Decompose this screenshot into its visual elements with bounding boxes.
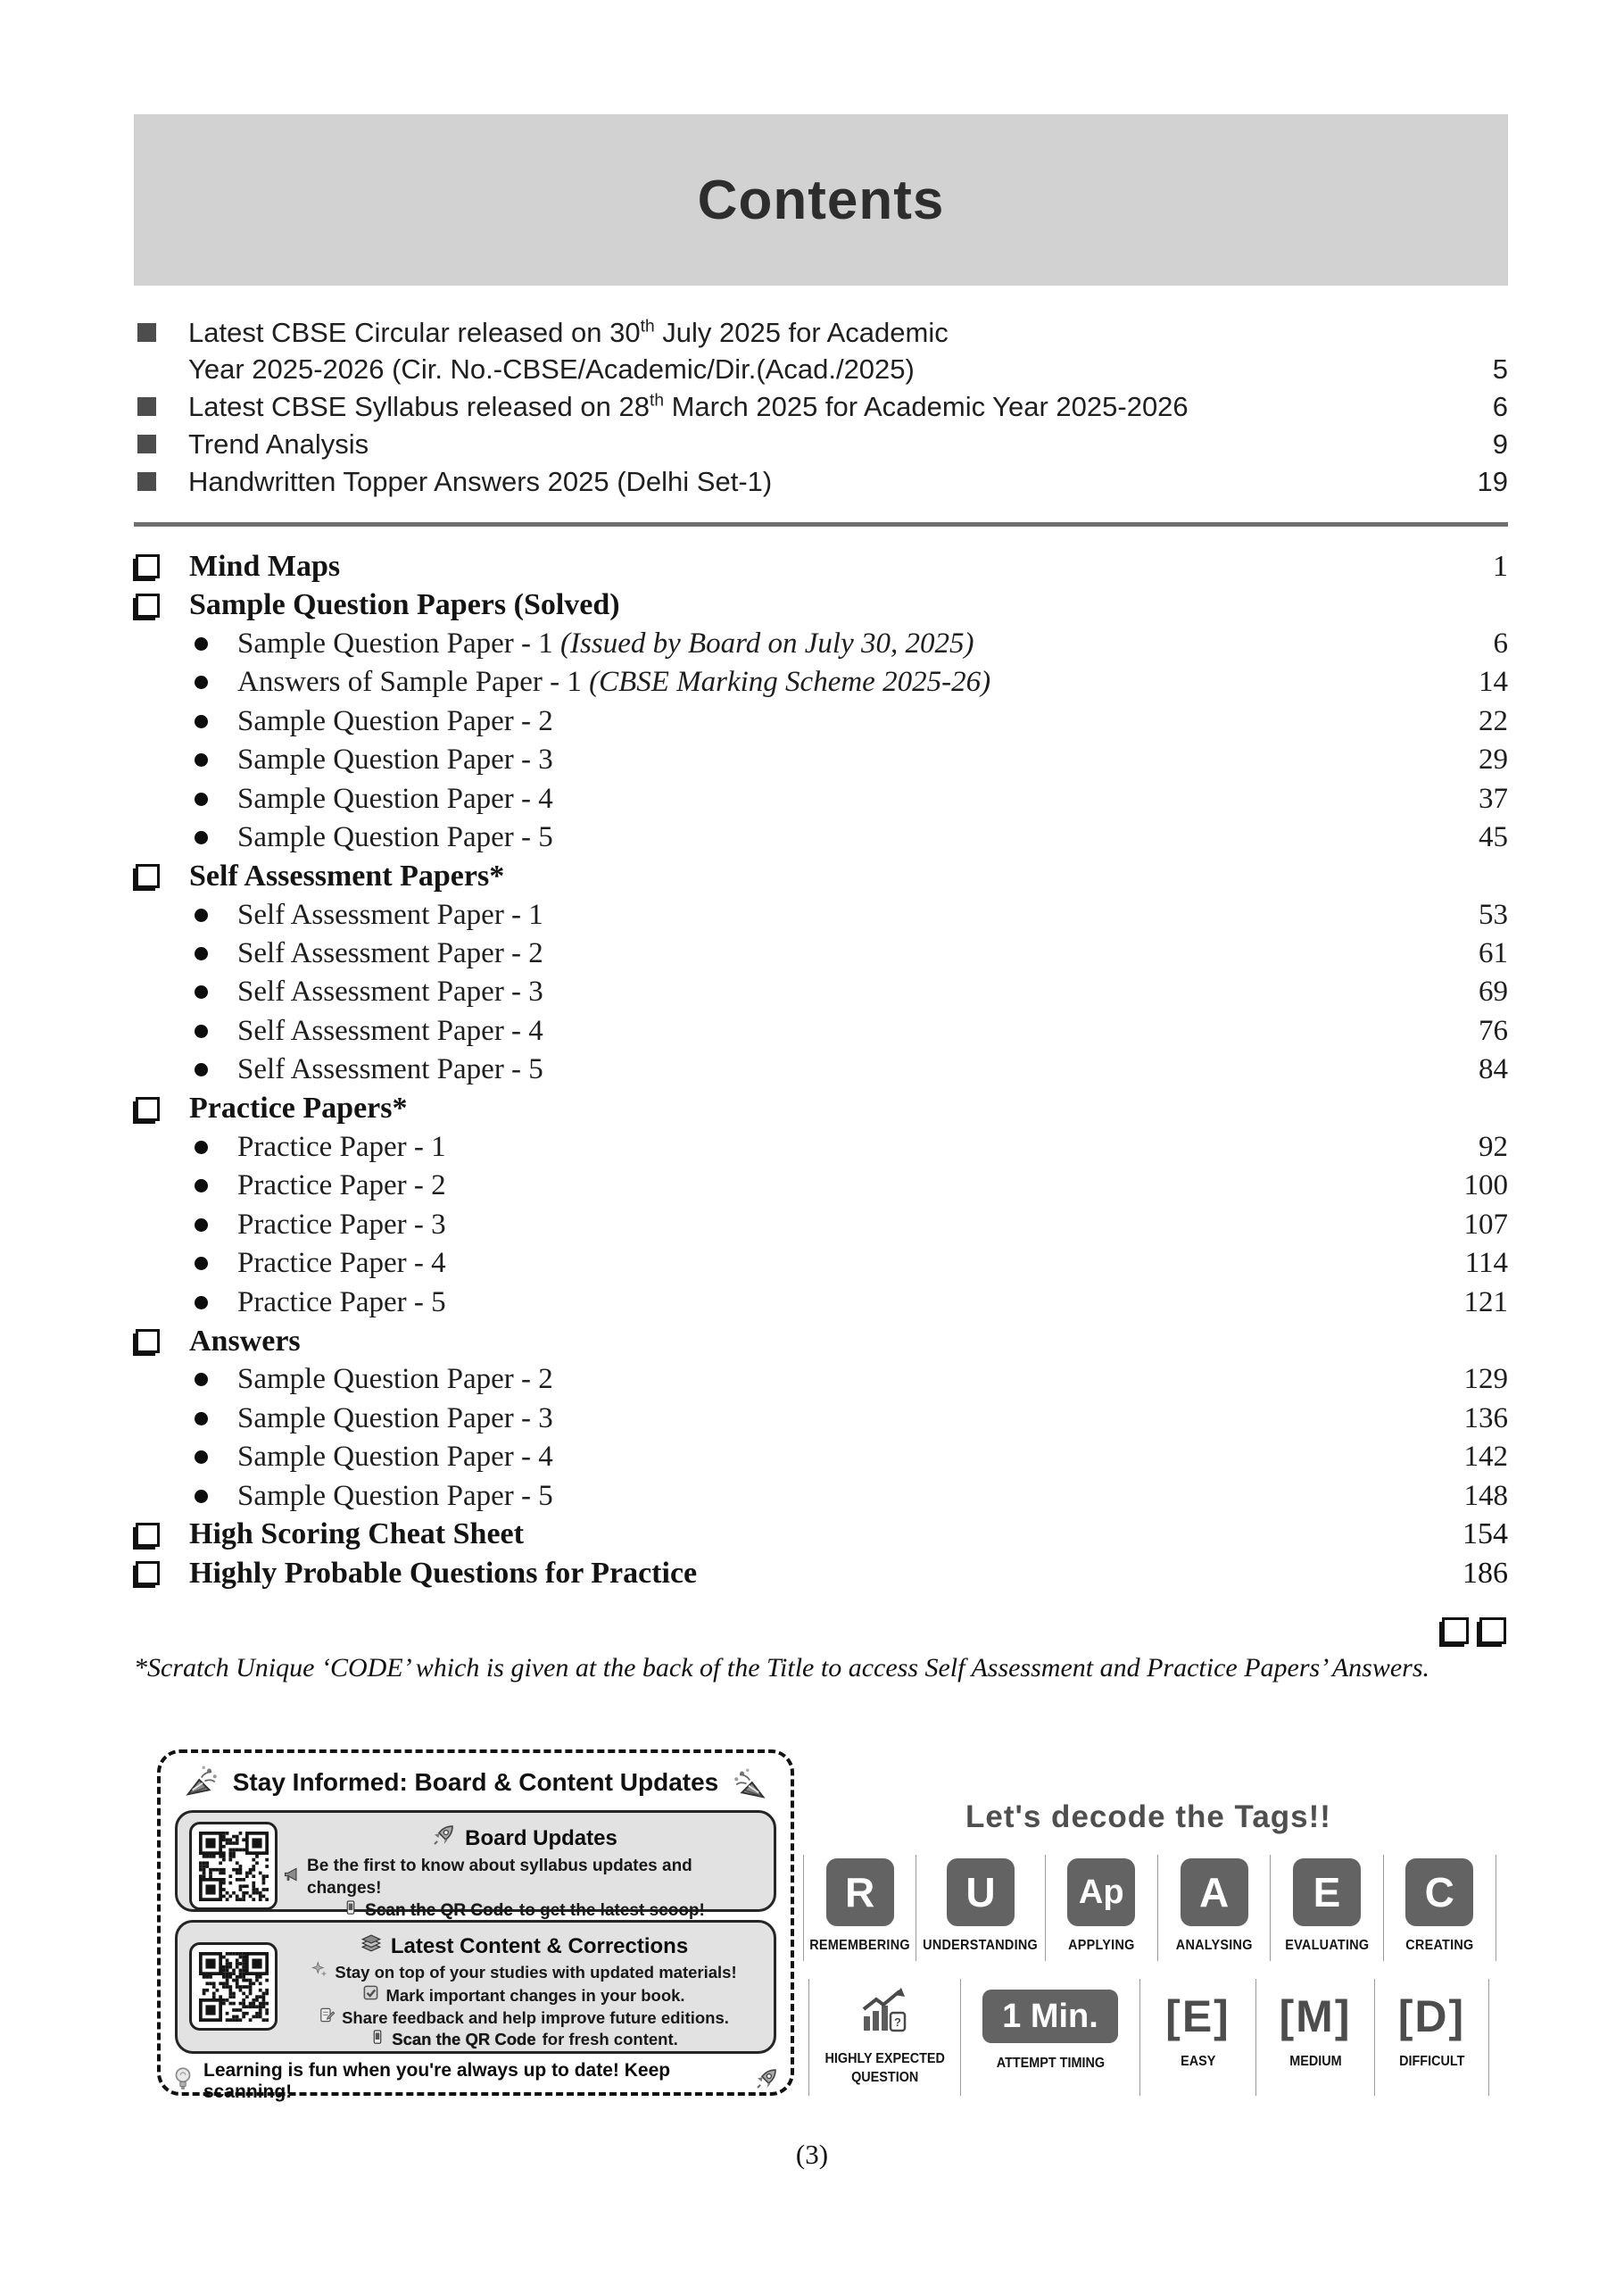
toc-entry-page: 92 (1479, 1131, 1508, 1164)
tag-letter-badge: E (1293, 1858, 1361, 1926)
toc-entry-page: 100 (1463, 1169, 1508, 1202)
toc-entry-label: Self Assessment Paper - 4 (237, 1014, 543, 1047)
toc-entry (134, 1167, 1508, 1205)
toc-entry-label: Self Assessment Paper - 5 (237, 1053, 543, 1086)
check-square-icon (362, 1984, 379, 2007)
toc-entry (134, 1206, 1508, 1244)
board-updates-line: Scan the QR Code to get the latest scoop! (283, 1899, 765, 1922)
tag-cell-attempt-timing (960, 1979, 1139, 2096)
toc-entry (134, 702, 1508, 741)
toc-entry-page: 61 (1479, 937, 1508, 970)
difficulty-tag: [E] (1165, 1991, 1230, 2041)
toc-entry-page: 76 (1479, 1014, 1508, 1047)
front-matter-list (134, 314, 1508, 501)
tag-cell-understanding (916, 1855, 1044, 1961)
checkbox-square-icon (1442, 1617, 1469, 1644)
toc-entry-label: Self Assessment Paper - 3 (237, 976, 543, 1009)
svg-text:?: ? (893, 2015, 901, 2029)
toc-entry-label: Sample Question Paper - 2 (237, 704, 553, 737)
toc-entry-page: 136 (1463, 1401, 1508, 1434)
toc-end-marks (1442, 1617, 1506, 1644)
checkbox-square-icon (136, 1523, 160, 1547)
toc-entry (134, 1089, 1508, 1127)
toc-entry-page: 114 (1464, 1247, 1508, 1280)
toc-entry (134, 857, 1508, 895)
party-popper-icon (185, 1762, 220, 1802)
list-item-label: Handwritten Topper Answers 2025 (Delhi Set-1) (188, 466, 773, 497)
checkbox-square-icon (136, 554, 160, 578)
tag-label: EASY (1180, 2054, 1216, 2069)
table-of-contents (134, 547, 1508, 1593)
dot-bullet-icon (195, 637, 208, 651)
toc-entry-label: Sample Question Paper - 2 (237, 1363, 553, 1396)
toc-entry-page: 22 (1479, 704, 1508, 737)
footnote: *Scratch Unique ‘CODE’ which is given at the back of the Title to access Self Assessment and Practice Papers’ Answers. (134, 1653, 1429, 1683)
toc-entry-label: Sample Question Paper - 3 (237, 744, 553, 777)
toc-entry-page: 53 (1479, 898, 1508, 931)
toc-entry-page: 45 (1479, 820, 1508, 853)
toc-entry-page: 1 (1493, 549, 1508, 583)
tag-label: REMEMBERING (809, 1938, 910, 1953)
toc-entry (134, 896, 1508, 935)
toc-entry-label: Sample Question Paper - 5 (237, 820, 553, 853)
dot-bullet-icon (195, 831, 208, 844)
toc-entry-page: 6 (1493, 627, 1508, 660)
tag-label: UNDERSTANDING (923, 1938, 1039, 1953)
megaphone-icon (283, 1865, 301, 1890)
list-item (134, 314, 1508, 387)
toc-entry (134, 935, 1508, 973)
toc-entry (134, 818, 1508, 857)
toc-entry (134, 1438, 1508, 1476)
stay-informed-header (171, 1762, 780, 1802)
toc-entry-label: Answers of Sample Paper - 1 (CBSE Marking Scheme 2025-26) (237, 666, 991, 699)
bloom-tags-row (803, 1855, 1496, 1961)
toc-entry-label: Self Assessment Papers* (189, 859, 505, 893)
toc-entry-page: 14 (1479, 666, 1508, 699)
toc-entry (134, 1128, 1508, 1167)
contents-header-bar (134, 114, 1508, 286)
toc-entry-page: 107 (1463, 1208, 1508, 1241)
toc-entry-page: 148 (1463, 1479, 1508, 1512)
sparkles-icon (311, 1961, 328, 1984)
meta-tags-row (808, 1979, 1501, 2096)
toc-entry (134, 1400, 1508, 1438)
dot-bullet-icon (195, 1412, 208, 1425)
lightbulb-icon (171, 2065, 195, 2098)
content-corrections-line: Scan the QR Code for fresh content. (283, 2029, 765, 2050)
tag-letter-badge: U (947, 1858, 1015, 1926)
toc-entry (134, 973, 1508, 1011)
content-corrections-line: Stay on top of your studies with updated materials! (283, 1961, 765, 1984)
books-icon (360, 1932, 383, 1961)
tag-label: MEDIUM (1288, 2054, 1342, 2069)
board-updates-line: Be the first to know about syllabus updates and changes! (283, 1855, 765, 1899)
list-item-label: Latest CBSE Syllabus released on 28th March 2025 for Academic Year 2025-2026 (188, 391, 1189, 422)
square-bullet-icon (137, 472, 156, 491)
toc-entry-label: Self Assessment Paper - 1 (237, 898, 543, 931)
tag-letter-badge: A (1181, 1858, 1248, 1926)
toc-entry-label: Sample Question Paper - 4 (237, 1441, 553, 1474)
toc-entry (134, 625, 1508, 663)
toc-entry-label: Practice Paper - 4 (237, 1247, 446, 1280)
tag-letter-badge: R (826, 1858, 894, 1926)
tag-cell-difficult (1374, 1979, 1489, 2096)
toc-entry-page: 69 (1479, 976, 1508, 1009)
list-item (134, 463, 1508, 500)
square-bullet-icon (137, 397, 156, 416)
toc-entry-label: Practice Papers* (189, 1092, 408, 1126)
toc-entry (134, 1360, 1508, 1399)
tag-cell-evaluating (1270, 1855, 1382, 1961)
dot-bullet-icon (195, 1218, 208, 1232)
toc-entry (134, 1244, 1508, 1283)
rocket-icon (753, 2065, 780, 2098)
toc-entry-label: Sample Question Papers (Solved) (189, 588, 620, 622)
board-updates-card (175, 1810, 776, 1920)
toc-entry (134, 1012, 1508, 1051)
toc-entry (134, 547, 1508, 586)
content-corrections-card (175, 1920, 776, 2054)
tag-cell-applying (1045, 1855, 1157, 1961)
dot-bullet-icon (195, 1490, 208, 1503)
page-ref: 6 (1492, 391, 1508, 422)
square-bullet-icon (137, 435, 156, 453)
toc-entry (134, 1554, 1508, 1592)
toc-entry-label: Mind Maps (189, 549, 341, 583)
tags-legend-panel (796, 1799, 1501, 2096)
difficulty-tag: [D] (1397, 1991, 1466, 2041)
board-updates-title-row: Board Updates (283, 1822, 765, 1855)
tag-cell-highly-expected (808, 1979, 960, 2096)
square-bullet-icon (137, 323, 156, 342)
dot-bullet-icon (195, 793, 208, 806)
toc-entry (134, 1051, 1508, 1089)
party-popper-icon (731, 1765, 766, 1800)
page-ref: 9 (1492, 428, 1508, 460)
toc-entry (134, 1322, 1508, 1360)
toc-entry-label: Self Assessment Paper - 2 (237, 937, 543, 970)
attempt-timing-badge: 1 Min. (982, 1990, 1118, 2043)
dot-bullet-icon (195, 1296, 208, 1309)
section-divider (134, 522, 1508, 527)
checkbox-square-icon (136, 1097, 160, 1121)
dot-bullet-icon (195, 1179, 208, 1192)
list-item (134, 426, 1508, 462)
qr-code (189, 1822, 278, 1910)
stay-informed-title: Stay Informed: Board & Content Updates (232, 1767, 719, 1796)
toc-entry (134, 779, 1508, 818)
qr-code (189, 1942, 278, 2031)
dot-bullet-icon (195, 1257, 208, 1270)
toc-entry-page: 29 (1479, 744, 1508, 777)
toc-entry-label: Sample Question Paper - 3 (237, 1401, 553, 1434)
list-item-label: Trend Analysis (188, 428, 369, 460)
tag-label: CREATING (1405, 1938, 1474, 1953)
tags-legend-title: Let's decode the Tags!! (965, 1799, 1331, 1834)
toc-entry-label: Practice Paper - 3 (237, 1208, 446, 1241)
toc-entry (134, 586, 1508, 624)
toc-entry (134, 741, 1508, 779)
list-item (134, 388, 1508, 425)
content-corrections-line: Share feedback and help improve future editions. (283, 2007, 765, 2029)
dot-bullet-icon (195, 1450, 208, 1464)
tag-cell-analysing (1157, 1855, 1270, 1961)
dot-bullet-icon (195, 1373, 208, 1386)
list-item-label: Latest CBSE Circular released on 30th July 2025 for Academic Year 2025-2026 (Cir. No.-CBSE/Academic/Dir.(Acad./2025) (188, 317, 949, 385)
dot-bullet-icon (195, 676, 208, 689)
tag-label: EVALUATING (1284, 1938, 1370, 1953)
toc-entry-page: 121 (1463, 1285, 1508, 1318)
toc-entry-label: Sample Question Paper - 4 (237, 782, 553, 815)
dot-bullet-icon (195, 1025, 208, 1038)
toc-entry-page: 142 (1463, 1441, 1508, 1474)
tag-label: APPLYING (1067, 1938, 1135, 1953)
phone-qr-icon (343, 1899, 359, 1922)
phone-qr-icon (369, 2029, 385, 2050)
toc-entry (134, 1516, 1508, 1554)
toc-entry-label: Practice Paper - 1 (237, 1131, 446, 1164)
tag-label: DIFFICULT (1398, 2054, 1465, 2069)
dot-bullet-icon (195, 947, 208, 960)
toc-entry-label: Practice Paper - 2 (237, 1169, 446, 1202)
tag-letter-badge: Ap (1067, 1858, 1135, 1926)
stay-informed-box (157, 1749, 794, 2102)
checkbox-square-icon (136, 864, 160, 888)
tag-label: HIGHLY EXPECTED QUESTION (824, 2051, 945, 2085)
page-ref: 19 (1477, 466, 1508, 497)
checkbox-square-icon (136, 1329, 160, 1353)
checkbox-square-icon (136, 1561, 160, 1585)
toc-entry (134, 1283, 1508, 1321)
checkbox-square-icon (1479, 1617, 1506, 1644)
dot-bullet-icon (195, 909, 208, 922)
toc-entry-page: 37 (1479, 782, 1508, 815)
toc-entry-page: 129 (1463, 1363, 1508, 1396)
tag-label: ANALYSING (1175, 1938, 1253, 1953)
checkbox-square-icon (136, 594, 160, 618)
toc-entry-page: 186 (1462, 1556, 1508, 1590)
toc-entry-label: Sample Question Paper - 1 (Issued by Board on July 30, 2025) (237, 627, 974, 660)
rocket-icon (430, 1822, 457, 1855)
toc-entry-label: Practice Paper - 5 (237, 1285, 446, 1318)
toc-entry-label: Answers (189, 1324, 301, 1358)
memo-pencil-icon (319, 2007, 336, 2029)
content-corrections-line: Mark important changes in your book. (283, 1984, 765, 2007)
tag-cell-creating (1383, 1855, 1496, 1961)
toc-entry (134, 663, 1508, 702)
page-title: Contents (697, 169, 945, 231)
page-number: (3) (795, 2139, 829, 2170)
dot-bullet-icon (195, 1063, 208, 1076)
dot-bullet-icon (195, 985, 208, 999)
page-ref: 5 (1492, 353, 1508, 385)
toc-entry-label: High Scoring Cheat Sheet (189, 1517, 524, 1551)
highly-expected-question-icon (857, 1984, 914, 2044)
toc-entry-page: 84 (1479, 1053, 1508, 1086)
toc-entry (134, 1476, 1508, 1515)
dot-bullet-icon (195, 753, 208, 767)
tag-letter-badge: C (1405, 1858, 1473, 1926)
dot-bullet-icon (195, 1141, 208, 1154)
toc-entry-page: 154 (1462, 1517, 1508, 1551)
tag-label: ATTEMPT TIMING (996, 2056, 1105, 2071)
toc-entry-label: Highly Probable Questions for Practice (189, 1556, 698, 1590)
toc-entry-label: Sample Question Paper - 5 (237, 1479, 553, 1512)
difficulty-tag: [M] (1279, 1991, 1352, 2041)
content-corrections-title-row: Latest Content & Corrections (283, 1932, 765, 1961)
tag-cell-easy (1139, 1979, 1255, 2096)
tag-cell-remembering (803, 1855, 916, 1961)
stay-informed-tagline: Learning is fun when you're always up to date! Keep scanning! (171, 2060, 780, 2103)
dot-bullet-icon (195, 715, 208, 728)
tag-cell-medium (1255, 1979, 1374, 2096)
